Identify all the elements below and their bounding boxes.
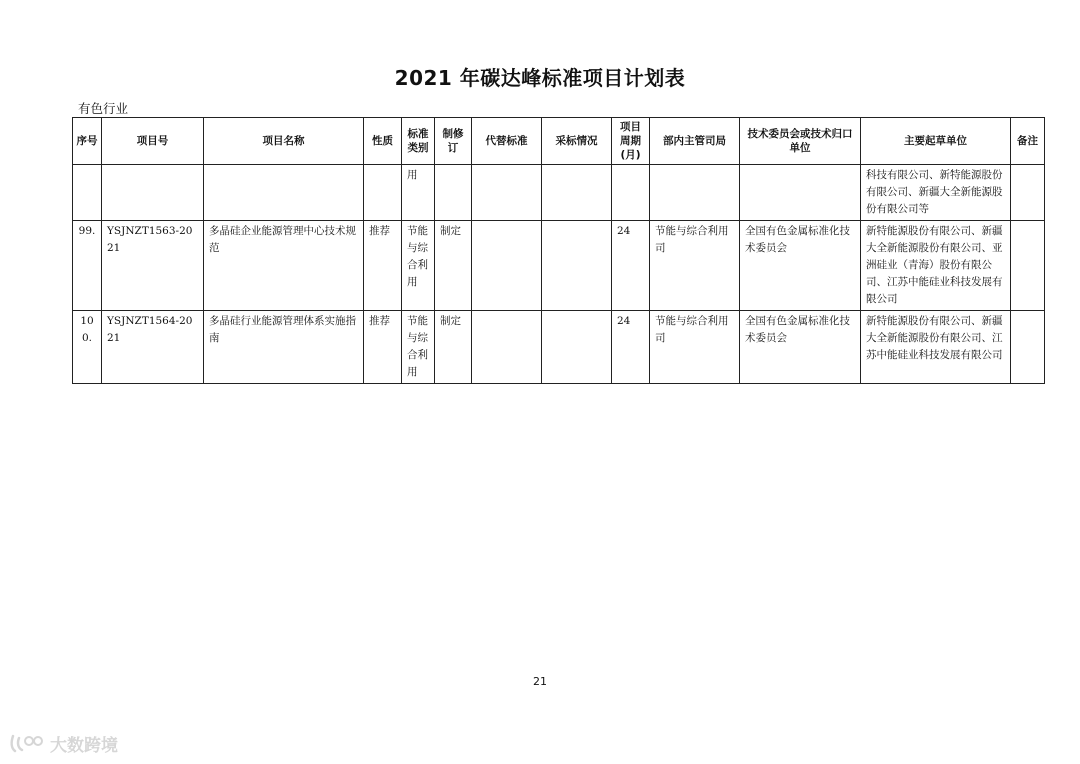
cell-remarks [1011, 165, 1045, 221]
watermark-logo-icon [10, 732, 46, 754]
section-label: 有色行业 [78, 101, 129, 116]
cell-project-id: YSJNZT1563-2021 [102, 221, 204, 311]
cell-project-name [204, 165, 364, 221]
cell-department: 节能与综合利用司 [650, 311, 740, 384]
cell-adoption [542, 165, 612, 221]
cell-drafters: 新特能源股份有限公司、新疆大全新能源股份有限公司、江苏中能硅业科技发展有限公司 [861, 311, 1011, 384]
cell-remarks [1011, 311, 1045, 384]
cell-project-name: 多晶硅行业能源管理体系实施指南 [204, 311, 364, 384]
page-title: 2021 年碳达峰标准项目计划表 [394, 66, 686, 90]
cell-replaced-standard [472, 221, 542, 311]
cell-seq: 99. [73, 221, 102, 311]
watermark-text: 大数跨境 [50, 735, 118, 756]
table-header-row [73, 118, 1045, 165]
cell-cycle [612, 165, 650, 221]
cell-committee: 全国有色金属标准化技术委员会 [740, 311, 861, 384]
cell-nature [364, 165, 402, 221]
cell-remarks [1011, 221, 1045, 311]
header-project-name: 项目名称 [204, 118, 364, 165]
cell-project-id: YSJNZT1564-2021 [102, 311, 204, 384]
header-seq: 序号 [73, 118, 102, 165]
cell-department: 节能与综合利用司 [650, 221, 740, 311]
cell-committee: 全国有色金属标准化技术委员会 [740, 221, 861, 311]
table-row [73, 165, 1045, 221]
header-revision: 制修订 [435, 118, 472, 165]
header-nature: 性质 [364, 118, 402, 165]
header-remarks: 备注 [1011, 118, 1045, 165]
cell-seq: 100. [73, 311, 102, 384]
cell-drafters: 新特能源股份有限公司、新疆大全新能源股份有限公司、亚洲硅业（青海）股份有限公司、江苏中能硅业科技发展有限公司 [861, 221, 1011, 311]
cell-revision: 制定 [435, 311, 472, 384]
cell-project-id [102, 165, 204, 221]
cell-nature: 推荐 [364, 221, 402, 311]
cell-committee [740, 165, 861, 221]
cell-cycle: 24 [612, 311, 650, 384]
header-adoption: 采标情况 [542, 118, 612, 165]
cell-category: 节能与综合利用 [402, 311, 435, 384]
table-row [73, 221, 1045, 311]
cell-category: 用 [402, 165, 435, 221]
header-cycle: 项目周期(月) [612, 118, 650, 165]
cell-project-name: 多晶硅企业能源管理中心技术规范 [204, 221, 364, 311]
cell-revision [435, 165, 472, 221]
header-committee: 技术委员会或技术归口单位 [740, 118, 861, 165]
page-number: 21 [533, 675, 547, 688]
cell-drafters: 科技有限公司、新特能源股份有限公司、新疆大全新能源股份有限公司等 [861, 165, 1011, 221]
header-category: 标准类别 [402, 118, 435, 165]
cell-department [650, 165, 740, 221]
table-row [73, 311, 1045, 384]
header-drafters: 主要起草单位 [861, 118, 1011, 165]
header-department: 部内主管司局 [650, 118, 740, 165]
header-project-id: 项目号 [102, 118, 204, 165]
cell-replaced-standard [472, 165, 542, 221]
header-replaced-standard: 代替标准 [472, 118, 542, 165]
cell-replaced-standard [472, 311, 542, 384]
cell-cycle: 24 [612, 221, 650, 311]
watermark [10, 730, 118, 756]
cell-seq [73, 165, 102, 221]
cell-adoption [542, 311, 612, 384]
plan-table [72, 117, 1045, 384]
cell-nature: 推荐 [364, 311, 402, 384]
cell-revision: 制定 [435, 221, 472, 311]
cell-adoption [542, 221, 612, 311]
cell-category: 节能与综合利用 [402, 221, 435, 311]
